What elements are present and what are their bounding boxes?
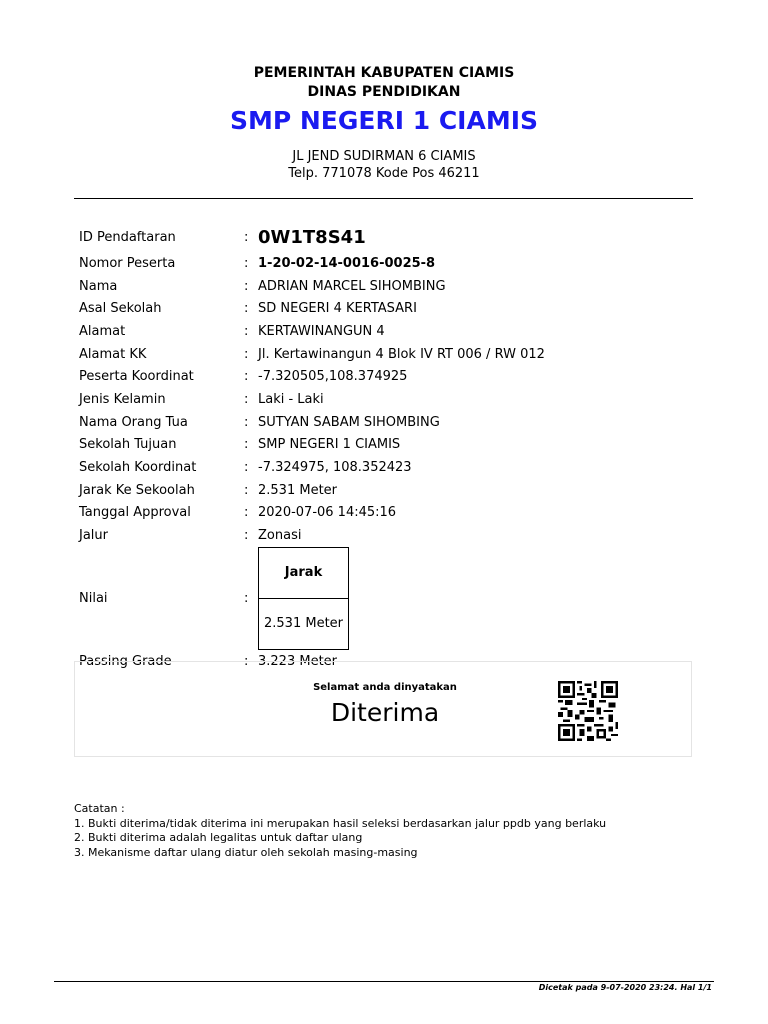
note-item: 3. Mekanisme daftar ulang diatur oleh sekolah masing-masing — [74, 845, 418, 859]
field-separator: : — [244, 255, 249, 271]
field-separator: : — [244, 590, 249, 606]
registration-id: 0W1T8S41 — [258, 226, 366, 248]
field-value: 2020-07-06 14:45:16 — [258, 505, 397, 521]
info-row — [74, 222, 545, 252]
field-label: Alamat KK — [79, 346, 147, 362]
nilai-header: Jarak — [259, 547, 349, 598]
field-separator: : — [244, 437, 249, 453]
field-separator: : — [244, 229, 249, 245]
field-label: Sekolah Koordinat — [79, 460, 197, 476]
info-row-nilai — [74, 547, 545, 650]
field-value: -7.320505,108.374925 — [258, 369, 408, 385]
result-box — [74, 661, 692, 757]
field-separator: : — [244, 414, 249, 430]
field-value: Zonasi — [258, 528, 302, 544]
field-value: ADRIAN MARCEL SIHOMBING — [258, 278, 446, 294]
field-separator: : — [244, 391, 249, 407]
info-row — [74, 320, 545, 343]
school-name: SMP NEGERI 1 CIAMIS — [229, 106, 539, 135]
field-value: SMP NEGERI 1 CIAMIS — [258, 437, 401, 453]
passing-grade-value: 3.223 Meter — [258, 653, 338, 669]
field-label: Sekolah Tujuan — [79, 437, 177, 453]
field-separator: : — [244, 369, 249, 385]
info-row — [74, 343, 545, 366]
participant-number: 1-20-02-14-0016-0025-8 — [258, 255, 436, 271]
field-label: Tanggal Approval — [79, 505, 191, 521]
field-label: Peserta Koordinat — [79, 369, 194, 385]
field-label: Alamat — [79, 323, 126, 339]
field-label: Jalur — [79, 528, 108, 544]
field-separator: : — [244, 653, 249, 669]
field-label: Nomor Peserta — [79, 255, 176, 271]
field-value: 2.531 Meter — [258, 482, 338, 498]
info-row — [74, 479, 545, 502]
acceptance-status: Diterima — [330, 698, 440, 727]
info-row — [74, 297, 545, 320]
info-row — [74, 434, 545, 457]
note-item: 1. Bukti diterima/tidak diterima ini merupakan hasil seleksi berdasarkan jalur ppdb yang berlaku — [74, 816, 607, 830]
government-line: PEMERINTAH KABUPATEN CIAMIS — [253, 65, 515, 81]
field-label: Nama Orang Tua — [79, 414, 188, 430]
field-value: Jl. Kertawinangun 4 Blok IV RT 006 / RW 012 — [258, 346, 545, 362]
field-value: KERTAWINANGUN 4 — [258, 323, 385, 339]
field-separator: : — [244, 323, 249, 339]
school-phone: Telp. 771078 Kode Pos 46211 — [288, 166, 480, 181]
nilai-value: 2.531 Meter — [259, 598, 349, 649]
info-row — [74, 411, 545, 434]
nilai-table — [258, 547, 349, 650]
field-separator: : — [244, 278, 249, 294]
field-value: -7.324975, 108.352423 — [258, 460, 412, 476]
field-separator: : — [244, 482, 249, 498]
field-label: Jarak Ke Sekoolah — [79, 482, 195, 498]
info-row — [74, 275, 545, 298]
nilai-cell — [256, 547, 545, 650]
field-value: SUTYAN SABAM SIHOMBING — [258, 414, 440, 430]
info-row — [74, 365, 545, 388]
qr-code-icon — [558, 681, 618, 741]
school-address: JL JEND SUDIRMAN 6 CIAMIS — [292, 149, 476, 164]
info-row — [74, 502, 545, 525]
info-row — [74, 524, 545, 547]
field-separator: : — [244, 528, 249, 544]
document-header — [0, 64, 768, 182]
info-row — [74, 456, 545, 479]
notes-section — [74, 802, 606, 860]
info-row — [74, 388, 545, 411]
info-row — [74, 252, 545, 275]
registration-info-table — [74, 222, 545, 673]
footer-divider — [54, 981, 714, 982]
field-label: Asal Sekolah — [79, 301, 162, 317]
field-value: Laki - Laki — [258, 391, 324, 407]
field-label: Passing Grade — [79, 653, 172, 669]
field-label: Nama — [79, 278, 118, 294]
note-item: 2. Bukti diterima adalah legalitas untuk daftar ulang — [74, 831, 363, 844]
notes-title: Catatan : — [74, 802, 125, 815]
field-value: SD NEGERI 4 KERTASARI — [258, 301, 417, 317]
field-separator: : — [244, 460, 249, 476]
field-separator: : — [244, 505, 249, 521]
field-label: Jenis Kelamin — [79, 391, 166, 407]
department-line: DINAS PENDIDIKAN — [307, 84, 461, 100]
field-label: Nilai — [79, 590, 108, 606]
field-separator: : — [244, 301, 249, 317]
field-label: ID Pendaftaran — [79, 229, 176, 245]
header-divider — [74, 198, 693, 199]
field-separator: : — [244, 346, 249, 362]
printed-timestamp: Dicetak pada 9-07-2020 23:24. Hal 1/1 — [538, 983, 712, 992]
congrats-text: Selamat anda dinyatakan — [313, 682, 457, 693]
